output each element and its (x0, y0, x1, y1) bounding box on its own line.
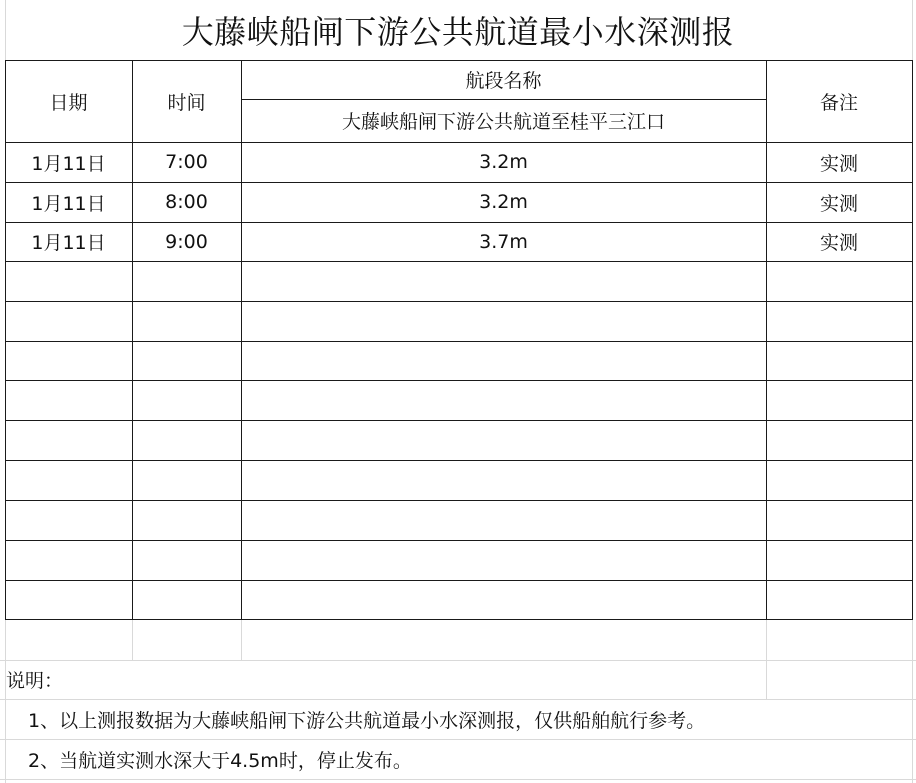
header-segment-name: 大藤峡船闸下游公共航道至桂平三江口 (341, 111, 665, 133)
row3-date: 1月11日 (31, 232, 106, 254)
header-time: 时间 (167, 91, 206, 114)
notes-line-2: 2、当航道实测水深大于4.5m时，停止发布。 (28, 749, 412, 772)
header-segment-group: 航段名称 (465, 70, 542, 92)
row3-depth: 3.7m (479, 230, 528, 253)
row2-date: 1月11日 (31, 192, 106, 215)
header-remark: 备注 (819, 91, 858, 114)
notes-heading: 说明： (6, 670, 64, 692)
row1-depth: 3.2m (479, 151, 528, 173)
row2-remark: 实测 (819, 192, 858, 215)
row1-date: 1月11日 (31, 152, 106, 175)
row2-depth: 3.2m (479, 191, 528, 213)
row1-remark: 实测 (819, 152, 858, 175)
row2-time: 8:00 (165, 191, 208, 213)
header-date: 日期 (49, 91, 88, 114)
row3-time: 9:00 (165, 230, 208, 253)
notes-line-1: 1、以上测报数据为大藤峡船闸下游公共航道最小水深测报，仅供船舶航行参考。 (28, 709, 706, 732)
row3-remark: 实测 (819, 232, 858, 254)
row1-time: 7:00 (165, 151, 208, 173)
report-title: 大藤峡船闸下游公共航道最小水深测报 (181, 13, 735, 51)
